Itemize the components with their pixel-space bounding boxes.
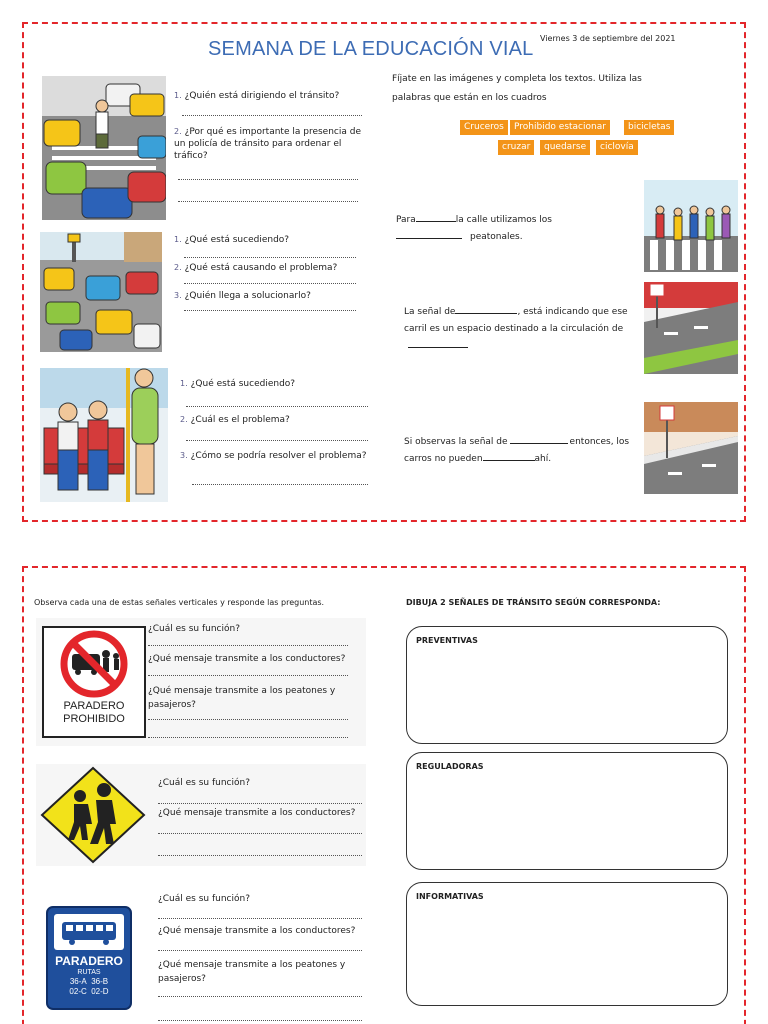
traffic-jam-illustration — [40, 232, 162, 352]
word-quedarse: quedarse — [540, 140, 590, 155]
word-cruzar: cruzar — [498, 140, 534, 155]
sentence-1: Para la calle utilizamos los peatonales. — [396, 215, 552, 242]
drawing-box-reguladoras[interactable] — [406, 752, 728, 870]
answer-line[interactable] — [148, 737, 348, 738]
bike-lane-illustration — [644, 282, 738, 374]
box-label-preventivas: PREVENTIVAS — [416, 636, 478, 645]
signs-instruction: Observa cada una de estas señales verticales y responde las preguntas. — [34, 598, 325, 607]
sentence-2: La señal de , está indicando que ese carril es un espacio destinado a la circulación de — [404, 304, 630, 355]
answer-line[interactable] — [178, 179, 358, 180]
sign1-q-peatones: ¿Qué mensaje transmite a los peatones y pasajeros? — [148, 686, 336, 710]
word-cruceros: Cruceros — [460, 120, 508, 135]
s3-question-1: 1. ¿Qué está sucediendo? — [180, 379, 296, 389]
word-ciclovia: ciclovía — [596, 140, 638, 155]
sign2-q-funcion: ¿Cuál es su función? — [158, 778, 250, 788]
box-label-informativas: INFORMATIVAS — [416, 892, 484, 901]
answer-line[interactable] — [178, 201, 358, 202]
instructions: Fíjate en las imágenes y completa los textos. Utiliza las palabras que están en los cuadros — [392, 74, 642, 103]
answer-line[interactable] — [158, 950, 362, 951]
answer-line[interactable] — [182, 115, 362, 116]
sentence-3: Si observas la señal de entonces, los carros no pueden ahí. — [404, 437, 630, 464]
date-label: Viernes 3 de septiembre del 2021 — [540, 34, 676, 43]
answer-line[interactable] — [148, 719, 348, 720]
sign2-q-conductores: ¿Qué mensaje transmite a los conductores? — [158, 808, 356, 818]
sign3-q-conductores: ¿Qué mensaje transmite a los conductores? — [158, 926, 356, 936]
s2-question-1: 1. ¿Qué está sucediendo? — [174, 235, 290, 245]
answer-line[interactable] — [158, 833, 362, 834]
answer-line[interactable] — [186, 440, 368, 441]
crosswalk-illustration — [644, 180, 738, 272]
s3-question-2: 2. ¿Cuál es el problema? — [180, 415, 290, 425]
s2-question-3: 3. ¿Quién llega a solucionarlo? — [174, 291, 311, 301]
answer-line[interactable] — [184, 310, 356, 311]
no-parking-street-illustration — [644, 402, 738, 494]
s1-question-2: 2. ¿Por qué es importante la presencia de un policía de tránsito para ordenar el tráfico? — [174, 127, 361, 161]
drawing-box-preventivas[interactable] — [406, 626, 728, 744]
sign3-q-peatones: ¿Qué mensaje transmite a los peatones y pasajeros? — [158, 960, 346, 984]
answer-line[interactable] — [148, 645, 348, 646]
school-crossing-sign — [40, 766, 146, 864]
word-bicicletas: bicicletas — [624, 120, 674, 135]
answer-line[interactable] — [192, 484, 368, 485]
bus-stop-sign-text: PARADERO RUTAS 36-A 36-B 02-C 02-D — [55, 954, 123, 996]
s2-question-2: 2. ¿Qué está causando el problema? — [174, 263, 338, 273]
sign1-q-funcion: ¿Cuál es su función? — [148, 624, 240, 634]
box-label-reguladoras: REGULADORAS — [416, 762, 484, 771]
answer-line[interactable] — [186, 406, 368, 407]
answer-line[interactable] — [158, 1020, 362, 1021]
answer-line[interactable] — [158, 855, 362, 856]
answer-line[interactable] — [184, 283, 356, 284]
draw-instruction: DIBUJA 2 SEÑALES DE TRÁNSITO SEGÚN CORRESPONDA: — [406, 598, 661, 607]
traffic-police-illustration — [42, 76, 166, 220]
s1-question-1: 1. ¿Quién está dirigiendo el tránsito? — [174, 91, 340, 101]
sign1-q-conductores: ¿Qué mensaje transmite a los conductores? — [148, 654, 346, 664]
word-prohibido-estacionar: Prohibido estacionar — [510, 120, 610, 135]
worksheet-bottom — [22, 566, 746, 1024]
answer-line[interactable] — [158, 996, 362, 997]
bus-seat-illustration — [40, 368, 168, 502]
worksheet-top — [22, 22, 746, 522]
s3-question-3: 3. ¿Cómo se podría resolver el problema? — [180, 451, 367, 461]
answer-line[interactable] — [158, 918, 362, 919]
answer-line[interactable] — [148, 675, 348, 676]
answer-line[interactable] — [184, 257, 356, 258]
drawing-box-informativas[interactable] — [406, 882, 728, 1006]
no-stop-sign-text: PARADERO PROHIBIDO — [63, 700, 125, 725]
sign3-q-funcion: ¿Cuál es su función? — [158, 894, 250, 904]
page-title: SEMANA DE LA EDUCACIÓN VIAL — [208, 38, 534, 60]
answer-line[interactable] — [158, 803, 362, 804]
